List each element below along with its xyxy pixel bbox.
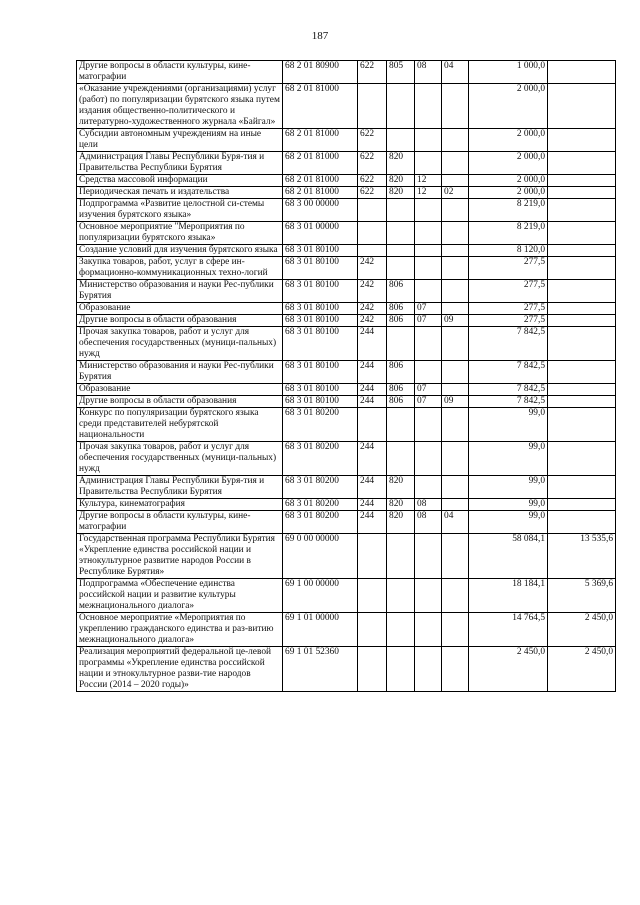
ministry-code-cell: 820: [387, 476, 415, 499]
amount-cell: 99,0: [469, 476, 548, 499]
section-cell: [415, 408, 442, 442]
amount-cell: 277,5: [469, 280, 548, 303]
amount-cell: 7 842,5: [469, 327, 548, 361]
target-code-cell: 68 3 00 00000: [283, 199, 358, 222]
target-code-cell: 68 3 01 80200: [283, 511, 358, 534]
federal-amount-cell: [548, 129, 616, 152]
amount-cell: 8 219,0: [469, 199, 548, 222]
table-row: [77, 257, 616, 280]
expense-type-cell: 244: [358, 511, 387, 534]
amount-cell: 99,0: [469, 442, 548, 476]
table-row: [77, 245, 616, 257]
subsection-cell: [442, 384, 469, 396]
ministry-code-cell: 806: [387, 303, 415, 315]
subsection-cell: [442, 613, 469, 647]
ministry-code-cell: 820: [387, 499, 415, 511]
subsection-cell: [442, 647, 469, 692]
ministry-code-cell: [387, 408, 415, 442]
subsection-cell: 04: [442, 61, 469, 84]
expense-type-cell: [358, 408, 387, 442]
target-code-cell: 68 3 01 80100: [283, 315, 358, 327]
table-body: [77, 61, 616, 692]
section-cell: [415, 647, 442, 692]
subsection-cell: [442, 175, 469, 187]
subsection-cell: [442, 534, 469, 579]
federal-amount-cell: [548, 245, 616, 257]
target-code-cell: 68 3 01 80100: [283, 327, 358, 361]
amount-cell: 277,5: [469, 257, 548, 280]
section-cell: 07: [415, 396, 442, 408]
subsection-cell: 02: [442, 187, 469, 199]
section-cell: [415, 327, 442, 361]
table-row: [77, 396, 616, 408]
table-row: [77, 499, 616, 511]
row-name-cell: Другие вопросы в области образования: [77, 315, 283, 327]
subsection-cell: [442, 152, 469, 175]
ministry-code-cell: [387, 245, 415, 257]
section-cell: [415, 442, 442, 476]
table-row: [77, 175, 616, 187]
subsection-cell: [442, 361, 469, 384]
target-code-cell: 68 3 01 80100: [283, 396, 358, 408]
expense-type-cell: 244: [358, 476, 387, 499]
federal-amount-cell: 13 535,6: [548, 534, 616, 579]
row-name-cell: Основное мероприятие «Мероприятия по укреплению гражданского единства и раз-витию межнационального диалога»: [77, 613, 283, 647]
target-code-cell: 68 2 01 81000: [283, 187, 358, 199]
section-cell: 07: [415, 303, 442, 315]
subsection-cell: [442, 476, 469, 499]
federal-amount-cell: [548, 222, 616, 245]
amount-cell: 8 219,0: [469, 222, 548, 245]
subsection-cell: [442, 129, 469, 152]
table-row: [77, 129, 616, 152]
subsection-cell: [442, 442, 469, 476]
federal-amount-cell: [548, 175, 616, 187]
ministry-code-cell: 820: [387, 187, 415, 199]
federal-amount-cell: 2 450,0: [548, 613, 616, 647]
table-row: [77, 280, 616, 303]
federal-amount-cell: [548, 61, 616, 84]
table-row: [77, 511, 616, 534]
row-name-cell: Другие вопросы в области культуры, кине-матографии: [77, 61, 283, 84]
amount-cell: 99,0: [469, 499, 548, 511]
amount-cell: 7 842,5: [469, 396, 548, 408]
subsection-cell: 04: [442, 511, 469, 534]
federal-amount-cell: [548, 476, 616, 499]
row-name-cell: Основное мероприятие "Мероприятия по популяризации бурятского языка»: [77, 222, 283, 245]
expense-type-cell: [358, 199, 387, 222]
row-name-cell: Администрация Главы Республики Буря-тия и Правительства Республики Бурятия: [77, 476, 283, 499]
target-code-cell: 69 1 01 00000: [283, 613, 358, 647]
amount-cell: 2 000,0: [469, 152, 548, 175]
section-cell: [415, 129, 442, 152]
amount-cell: 2 000,0: [469, 129, 548, 152]
ministry-code-cell: 820: [387, 511, 415, 534]
ministry-code-cell: [387, 222, 415, 245]
budget-table: [76, 60, 616, 692]
amount-cell: 1 000,0: [469, 61, 548, 84]
ministry-code-cell: 806: [387, 315, 415, 327]
target-code-cell: 68 2 01 81000: [283, 84, 358, 129]
federal-amount-cell: [548, 84, 616, 129]
row-name-cell: Прочая закупка товаров, работ и услуг для обеспечения государственных (муници-пальных) нужд: [77, 442, 283, 476]
federal-amount-cell: [548, 152, 616, 175]
expense-type-cell: 244: [358, 384, 387, 396]
expense-type-cell: 244: [358, 396, 387, 408]
federal-amount-cell: [548, 303, 616, 315]
target-code-cell: 69 1 01 52360: [283, 647, 358, 692]
ministry-code-cell: [387, 199, 415, 222]
amount-cell: 2 000,0: [469, 84, 548, 129]
federal-amount-cell: [548, 384, 616, 396]
federal-amount-cell: [548, 499, 616, 511]
row-name-cell: Подпрограмма «Развитие целостной си-стемы изучения бурятского языка»: [77, 199, 283, 222]
table-row: [77, 84, 616, 129]
section-cell: [415, 476, 442, 499]
table-row: [77, 408, 616, 442]
federal-amount-cell: [548, 408, 616, 442]
table-row: [77, 199, 616, 222]
ministry-code-cell: [387, 129, 415, 152]
section-cell: [415, 84, 442, 129]
amount-cell: 99,0: [469, 511, 548, 534]
section-cell: [415, 245, 442, 257]
row-name-cell: Культура, кинематография: [77, 499, 283, 511]
table-row: [77, 579, 616, 613]
table-row: [77, 222, 616, 245]
table-row: [77, 315, 616, 327]
table-row: [77, 361, 616, 384]
row-name-cell: «Оказание учреждениями (организациями) услуг (работ) по популяризации бурятского языка путем издания общественно-политического и литературно-художественного журнала «Байгал»: [77, 84, 283, 129]
federal-amount-cell: [548, 511, 616, 534]
section-cell: [415, 257, 442, 280]
expense-type-cell: [358, 647, 387, 692]
expense-type-cell: 244: [358, 327, 387, 361]
amount-cell: 2 000,0: [469, 175, 548, 187]
table-row: [77, 613, 616, 647]
expense-type-cell: 244: [358, 442, 387, 476]
section-cell: 12: [415, 187, 442, 199]
table-row: [77, 187, 616, 199]
expense-type-cell: [358, 534, 387, 579]
expense-type-cell: 622: [358, 129, 387, 152]
expense-type-cell: 622: [358, 175, 387, 187]
target-code-cell: 69 0 00 00000: [283, 534, 358, 579]
table-row: [77, 327, 616, 361]
target-code-cell: 68 3 01 00000: [283, 222, 358, 245]
row-name-cell: Образование: [77, 384, 283, 396]
table-row: [77, 152, 616, 175]
target-code-cell: 68 3 01 80200: [283, 442, 358, 476]
section-cell: 08: [415, 511, 442, 534]
ministry-code-cell: 806: [387, 361, 415, 384]
row-name-cell: Субсидии автономным учреждениям на иные цели: [77, 129, 283, 152]
expense-type-cell: 244: [358, 361, 387, 384]
row-name-cell: Периодическая печать и издательства: [77, 187, 283, 199]
section-cell: 08: [415, 61, 442, 84]
row-name-cell: Средства массовой информации: [77, 175, 283, 187]
ministry-code-cell: 820: [387, 175, 415, 187]
section-cell: 07: [415, 315, 442, 327]
target-code-cell: 68 3 01 80200: [283, 408, 358, 442]
subsection-cell: [442, 222, 469, 245]
federal-amount-cell: [548, 257, 616, 280]
table-row: [77, 442, 616, 476]
ministry-code-cell: [387, 579, 415, 613]
row-name-cell: Прочая закупка товаров, работ и услуг для обеспечения государственных (муници-пальных) нужд: [77, 327, 283, 361]
federal-amount-cell: [548, 199, 616, 222]
ministry-code-cell: [387, 327, 415, 361]
subsection-cell: 09: [442, 315, 469, 327]
federal-amount-cell: [548, 280, 616, 303]
subsection-cell: [442, 257, 469, 280]
amount-cell: 18 184,1: [469, 579, 548, 613]
row-name-cell: Государственная программа Республики Бурятия «Укрепление единства российской нации и этнокультурное развитие народов России в Республике Бурятия»: [77, 534, 283, 579]
ministry-code-cell: 805: [387, 61, 415, 84]
expense-type-cell: [358, 222, 387, 245]
section-cell: 12: [415, 175, 442, 187]
target-code-cell: 68 3 01 80100: [283, 361, 358, 384]
subsection-cell: [442, 84, 469, 129]
amount-cell: 277,5: [469, 303, 548, 315]
ministry-code-cell: [387, 647, 415, 692]
amount-cell: 14 764,5: [469, 613, 548, 647]
page-number: 187: [311, 30, 329, 42]
section-cell: [415, 579, 442, 613]
expense-type-cell: 622: [358, 152, 387, 175]
ministry-code-cell: 820: [387, 152, 415, 175]
amount-cell: 2 000,0: [469, 187, 548, 199]
section-cell: [415, 534, 442, 579]
target-code-cell: 68 3 01 80200: [283, 499, 358, 511]
federal-amount-cell: [548, 396, 616, 408]
target-code-cell: 68 2 01 81000: [283, 152, 358, 175]
federal-amount-cell: [548, 327, 616, 361]
federal-amount-cell: [548, 361, 616, 384]
subsection-cell: [442, 199, 469, 222]
row-name-cell: Другие вопросы в области культуры, кине-матографии: [77, 511, 283, 534]
amount-cell: 7 842,5: [469, 361, 548, 384]
section-cell: [415, 199, 442, 222]
ministry-code-cell: [387, 534, 415, 579]
section-cell: [415, 280, 442, 303]
section-cell: 08: [415, 499, 442, 511]
table-row: [77, 384, 616, 396]
target-code-cell: 68 2 01 81000: [283, 129, 358, 152]
subsection-cell: [442, 303, 469, 315]
section-cell: [415, 222, 442, 245]
row-name-cell: Образование: [77, 303, 283, 315]
amount-cell: 277,5: [469, 315, 548, 327]
row-name-cell: Создание условий для изучения бурятского языка: [77, 245, 283, 257]
section-cell: 07: [415, 384, 442, 396]
expense-type-cell: 244: [358, 499, 387, 511]
table-row: [77, 303, 616, 315]
expense-type-cell: 622: [358, 61, 387, 84]
expense-type-cell: 242: [358, 303, 387, 315]
amount-cell: 7 842,5: [469, 384, 548, 396]
amount-cell: 2 450,0: [469, 647, 548, 692]
target-code-cell: 68 3 01 80100: [283, 257, 358, 280]
ministry-code-cell: [387, 257, 415, 280]
target-code-cell: 68 2 01 81000: [283, 175, 358, 187]
row-name-cell: Конкурс по популяризации бурятского языка среди представителей небурятской национальности: [77, 408, 283, 442]
subsection-cell: [442, 327, 469, 361]
section-cell: [415, 361, 442, 384]
amount-cell: 58 084,1: [469, 534, 548, 579]
amount-cell: 99,0: [469, 408, 548, 442]
target-code-cell: 68 3 01 80100: [283, 245, 358, 257]
ministry-code-cell: 806: [387, 396, 415, 408]
expense-type-cell: [358, 245, 387, 257]
table-row: [77, 476, 616, 499]
ministry-code-cell: 806: [387, 280, 415, 303]
federal-amount-cell: [548, 315, 616, 327]
table-row: [77, 61, 616, 84]
subsection-cell: [442, 499, 469, 511]
row-name-cell: Подпрограмма «Обеспечение единства российской нации и развитие культуры межнационального диалога»: [77, 579, 283, 613]
expense-type-cell: [358, 613, 387, 647]
subsection-cell: 09: [442, 396, 469, 408]
row-name-cell: Закупка товаров, работ, услуг в сфере ин-формационно-коммуникационных техно-логий: [77, 257, 283, 280]
row-name-cell: Министерство образования и науки Рес-публики Бурятия: [77, 280, 283, 303]
ministry-code-cell: 806: [387, 384, 415, 396]
ministry-code-cell: [387, 613, 415, 647]
federal-amount-cell: [548, 187, 616, 199]
federal-amount-cell: 5 369,6: [548, 579, 616, 613]
subsection-cell: [442, 245, 469, 257]
row-name-cell: Министерство образования и науки Рес-публики Бурятия: [77, 361, 283, 384]
federal-amount-cell: [548, 442, 616, 476]
expense-type-cell: 622: [358, 187, 387, 199]
section-cell: [415, 613, 442, 647]
expense-type-cell: 242: [358, 280, 387, 303]
target-code-cell: 69 1 00 00000: [283, 579, 358, 613]
section-cell: [415, 152, 442, 175]
expense-type-cell: 242: [358, 315, 387, 327]
row-name-cell: Администрация Главы Республики Буря-тия и Правительства Республики Бурятия: [77, 152, 283, 175]
target-code-cell: 68 3 01 80100: [283, 280, 358, 303]
expense-type-cell: 242: [358, 257, 387, 280]
subsection-cell: [442, 280, 469, 303]
expense-type-cell: [358, 84, 387, 129]
expense-type-cell: [358, 579, 387, 613]
subsection-cell: [442, 408, 469, 442]
subsection-cell: [442, 579, 469, 613]
table-row: [77, 534, 616, 579]
target-code-cell: 68 3 01 80200: [283, 476, 358, 499]
amount-cell: 8 120,0: [469, 245, 548, 257]
row-name-cell: Другие вопросы в области образования: [77, 396, 283, 408]
ministry-code-cell: [387, 84, 415, 129]
target-code-cell: 68 3 01 80100: [283, 303, 358, 315]
target-code-cell: 68 2 01 80900: [283, 61, 358, 84]
target-code-cell: 68 3 01 80100: [283, 384, 358, 396]
table-row: [77, 647, 616, 692]
federal-amount-cell: 2 450,0: [548, 647, 616, 692]
ministry-code-cell: [387, 442, 415, 476]
row-name-cell: Реализация мероприятий федеральной це-левой программы «Укрепление единства российской нации и этнокультурное разви-тие народов России (2014 – 2020 годы)»: [77, 647, 283, 692]
